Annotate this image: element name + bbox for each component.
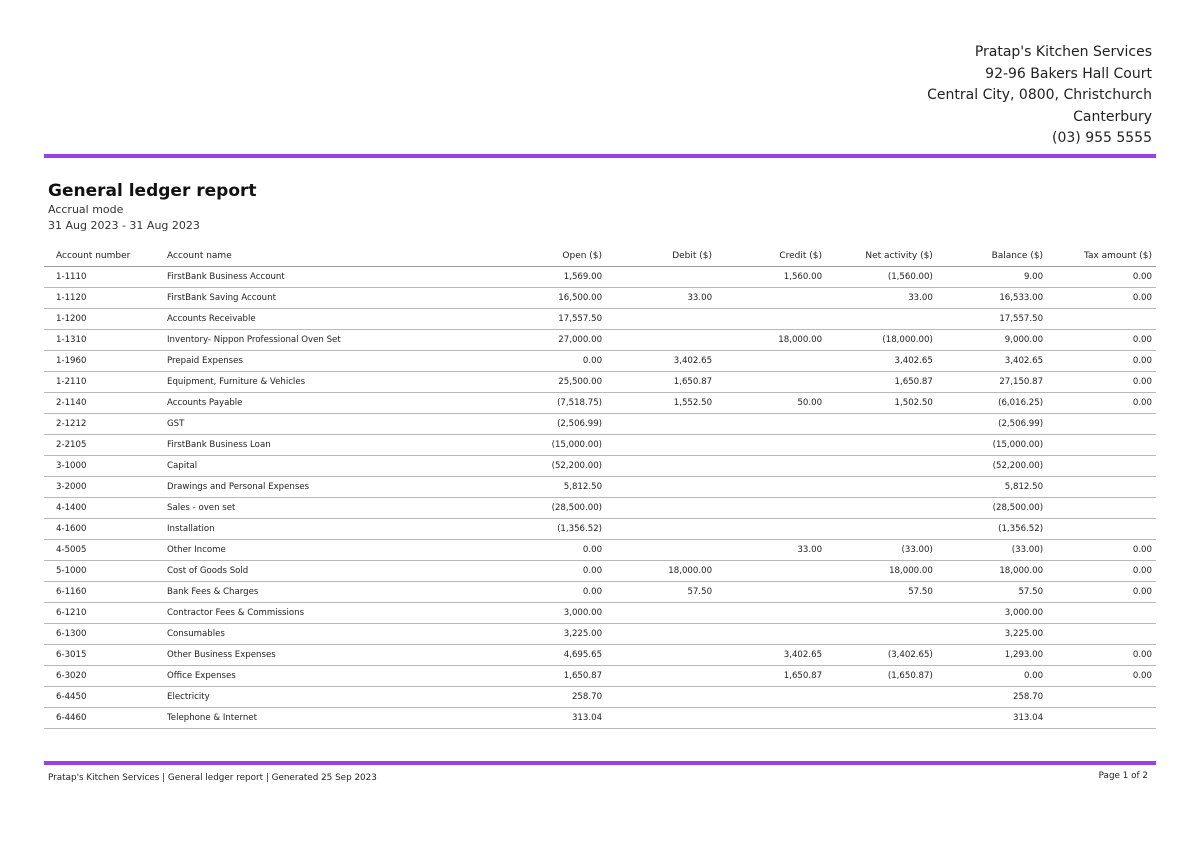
cell-tax-amount: 0.00: [1047, 330, 1156, 351]
cell-tax-amount: [1047, 456, 1156, 477]
cell-balance: (1,356.52): [937, 519, 1047, 540]
cell-credit: [716, 708, 826, 729]
cell-open: 0.00: [496, 561, 606, 582]
cell-credit: [716, 456, 826, 477]
cell-credit: [716, 624, 826, 645]
cell-debit: [606, 477, 716, 498]
cell-balance: (15,000.00): [937, 435, 1047, 456]
table-row: [44, 666, 1156, 687]
cell-account-name: Inventory- Nippon Professional Oven Set: [163, 330, 496, 351]
cell-credit: [716, 603, 826, 624]
column-header-account-number: Account number: [44, 246, 163, 267]
cell-account-number: 2-2105: [44, 435, 163, 456]
cell-account-name: Equipment, Furniture & Vehicles: [163, 372, 496, 393]
table-row: [44, 393, 1156, 414]
cell-account-number: 3-2000: [44, 477, 163, 498]
cell-open: (52,200.00): [496, 456, 606, 477]
cell-credit: [716, 582, 826, 603]
table-row: [44, 435, 1156, 456]
cell-debit: 33.00: [606, 288, 716, 309]
table-row: [44, 351, 1156, 372]
cell-net-activity: [826, 435, 937, 456]
company-address-block: [927, 42, 1152, 150]
cell-tax-amount: [1047, 477, 1156, 498]
cell-credit: [716, 351, 826, 372]
cell-net-activity: [826, 477, 937, 498]
table-row: [44, 288, 1156, 309]
cell-tax-amount: 0.00: [1047, 540, 1156, 561]
cell-debit: 57.50: [606, 582, 716, 603]
cell-tax-amount: [1047, 519, 1156, 540]
cell-balance: 9,000.00: [937, 330, 1047, 351]
cell-account-number: 6-4450: [44, 687, 163, 708]
cell-balance: 3,225.00: [937, 624, 1047, 645]
cell-debit: [606, 309, 716, 330]
cell-tax-amount: 0.00: [1047, 267, 1156, 288]
cell-open: (2,506.99): [496, 414, 606, 435]
company-address-line-1: 92-96 Bakers Hall Court: [985, 65, 1152, 82]
cell-net-activity: (1,560.00): [826, 267, 937, 288]
table-row: [44, 456, 1156, 477]
table-row: [44, 582, 1156, 603]
cell-balance: 9.00: [937, 267, 1047, 288]
cell-debit: [606, 666, 716, 687]
cell-open: 313.04: [496, 708, 606, 729]
table-row: [44, 477, 1156, 498]
cell-account-name: Office Expenses: [163, 666, 496, 687]
cell-net-activity: [826, 687, 937, 708]
cell-open: (1,356.52): [496, 519, 606, 540]
cell-credit: [716, 561, 826, 582]
cell-credit: 1,560.00: [716, 267, 826, 288]
cell-open: 17,557.50: [496, 309, 606, 330]
cell-tax-amount: [1047, 687, 1156, 708]
company-address-line-2: Central City, 0800, Christchurch: [927, 87, 1152, 103]
cell-account-number: 6-1300: [44, 624, 163, 645]
table-row: [44, 498, 1156, 519]
cell-open: 3,225.00: [496, 624, 606, 645]
cell-balance: 0.00: [937, 666, 1047, 687]
table-row: [44, 561, 1156, 582]
cell-tax-amount: 0.00: [1047, 561, 1156, 582]
cell-tax-amount: [1047, 603, 1156, 624]
cell-account-number: 4-5005: [44, 540, 163, 561]
cell-credit: [716, 435, 826, 456]
cell-net-activity: 33.00: [826, 288, 937, 309]
cell-account-name: Installation: [163, 519, 496, 540]
cell-balance: (2,506.99): [937, 414, 1047, 435]
table-row: [44, 645, 1156, 666]
report-heading: [48, 180, 257, 234]
cell-open: 27,000.00: [496, 330, 606, 351]
cell-account-name: Telephone & Internet: [163, 708, 496, 729]
cell-tax-amount: 0.00: [1047, 372, 1156, 393]
table-row: [44, 330, 1156, 351]
cell-account-number: 3-1000: [44, 456, 163, 477]
cell-credit: 50.00: [716, 393, 826, 414]
column-header-net-activity: Net activity ($): [826, 246, 937, 267]
report-title: General ledger report: [48, 181, 257, 201]
company-region: Canterbury: [1073, 108, 1152, 125]
cell-debit: [606, 645, 716, 666]
cell-credit: [716, 687, 826, 708]
cell-debit: [606, 414, 716, 435]
cell-tax-amount: [1047, 624, 1156, 645]
cell-debit: [606, 708, 716, 729]
cell-account-name: Sales - oven set: [163, 498, 496, 519]
cell-open: (28,500.00): [496, 498, 606, 519]
cell-debit: [606, 624, 716, 645]
cell-balance: 27,150.87: [937, 372, 1047, 393]
cell-tax-amount: 0.00: [1047, 645, 1156, 666]
cell-tax-amount: [1047, 708, 1156, 729]
table-row: [44, 519, 1156, 540]
cell-credit: [716, 309, 826, 330]
column-header-tax-amount: Tax amount ($): [1047, 246, 1156, 267]
cell-open: 0.00: [496, 582, 606, 603]
cell-account-name: Consumables: [163, 624, 496, 645]
cell-open: 3,000.00: [496, 603, 606, 624]
cell-account-number: 1-1310: [44, 330, 163, 351]
cell-open: 1,569.00: [496, 267, 606, 288]
cell-tax-amount: [1047, 309, 1156, 330]
table-row: [44, 603, 1156, 624]
cell-account-name: FirstBank Business Loan: [163, 435, 496, 456]
cell-balance: 16,533.00: [937, 288, 1047, 309]
table-row: [44, 372, 1156, 393]
column-header-debit: Debit ($): [606, 246, 716, 267]
cell-credit: [716, 414, 826, 435]
cell-debit: [606, 687, 716, 708]
cell-balance: (28,500.00): [937, 498, 1047, 519]
cell-open: (7,518.75): [496, 393, 606, 414]
cell-account-name: Contractor Fees & Commissions: [163, 603, 496, 624]
cell-tax-amount: 0.00: [1047, 393, 1156, 414]
cell-account-number: 1-1110: [44, 267, 163, 288]
cell-debit: [606, 519, 716, 540]
company-name: Pratap's Kitchen Services: [974, 44, 1152, 60]
cell-debit: [606, 435, 716, 456]
cell-credit: [716, 498, 826, 519]
cell-account-number: 6-1160: [44, 582, 163, 603]
report-mode: Accrual mode: [48, 203, 124, 216]
cell-open: 0.00: [496, 351, 606, 372]
table-row: [44, 414, 1156, 435]
cell-open: 1,650.87: [496, 666, 606, 687]
cell-balance: 18,000.00: [937, 561, 1047, 582]
cell-open: 0.00: [496, 540, 606, 561]
cell-account-name: Cost of Goods Sold: [163, 561, 496, 582]
cell-account-name: Other Business Expenses: [163, 645, 496, 666]
cell-account-number: 1-1120: [44, 288, 163, 309]
cell-open: 258.70: [496, 687, 606, 708]
cell-tax-amount: [1047, 435, 1156, 456]
cell-debit: [606, 603, 716, 624]
column-header-credit: Credit ($): [716, 246, 826, 267]
cell-debit: [606, 330, 716, 351]
cell-net-activity: [826, 708, 937, 729]
cell-credit: [716, 519, 826, 540]
table-row: [44, 624, 1156, 645]
cell-debit: 1,552.50: [606, 393, 716, 414]
cell-tax-amount: [1047, 414, 1156, 435]
cell-net-activity: [826, 456, 937, 477]
cell-open: 25,500.00: [496, 372, 606, 393]
report-period: 31 Aug 2023 - 31 Aug 2023: [48, 219, 200, 232]
cell-account-number: 1-1960: [44, 351, 163, 372]
cell-credit: [716, 372, 826, 393]
cell-balance: (33.00): [937, 540, 1047, 561]
cell-net-activity: [826, 498, 937, 519]
footer-divider: [44, 761, 1156, 765]
cell-debit: 1,650.87: [606, 372, 716, 393]
cell-balance: 1,293.00: [937, 645, 1047, 666]
cell-account-name: Capital: [163, 456, 496, 477]
cell-net-activity: [826, 519, 937, 540]
cell-balance: 3,000.00: [937, 603, 1047, 624]
cell-account-number: 1-2110: [44, 372, 163, 393]
cell-account-number: 4-1600: [44, 519, 163, 540]
cell-account-name: Accounts Receivable: [163, 309, 496, 330]
cell-net-activity: 18,000.00: [826, 561, 937, 582]
cell-net-activity: 57.50: [826, 582, 937, 603]
cell-debit: [606, 456, 716, 477]
table-row: [44, 309, 1156, 330]
cell-open: 4,695.65: [496, 645, 606, 666]
cell-balance: (6,016.25): [937, 393, 1047, 414]
cell-account-number: 2-1212: [44, 414, 163, 435]
cell-account-number: 6-3020: [44, 666, 163, 687]
company-phone: (03) 955 5555: [1052, 130, 1152, 146]
cell-debit: [606, 540, 716, 561]
cell-net-activity: [826, 624, 937, 645]
cell-balance: 258.70: [937, 687, 1047, 708]
cell-net-activity: (3,402.65): [826, 645, 937, 666]
footer-text: Pratap's Kitchen Services | General ledger report | Generated 25 Sep 2023: [48, 773, 377, 783]
cell-tax-amount: 0.00: [1047, 288, 1156, 309]
table-row: [44, 708, 1156, 729]
header-divider: [44, 154, 1156, 158]
ledger-body: [44, 267, 1156, 729]
cell-net-activity: [826, 603, 937, 624]
ledger-header-row: [44, 246, 1156, 267]
cell-debit: 18,000.00: [606, 561, 716, 582]
cell-net-activity: (33.00): [826, 540, 937, 561]
cell-tax-amount: 0.00: [1047, 666, 1156, 687]
cell-account-name: FirstBank Saving Account: [163, 288, 496, 309]
cell-credit: 33.00: [716, 540, 826, 561]
cell-account-name: Prepaid Expenses: [163, 351, 496, 372]
cell-debit: [606, 498, 716, 519]
cell-account-number: 4-1400: [44, 498, 163, 519]
cell-credit: 1,650.87: [716, 666, 826, 687]
cell-account-name: Electricity: [163, 687, 496, 708]
cell-account-name: GST: [163, 414, 496, 435]
cell-balance: (52,200.00): [937, 456, 1047, 477]
column-header-account-name: Account name: [163, 246, 496, 267]
cell-net-activity: [826, 309, 937, 330]
cell-credit: 18,000.00: [716, 330, 826, 351]
cell-account-number: 6-1210: [44, 603, 163, 624]
cell-open: (15,000.00): [496, 435, 606, 456]
cell-debit: 3,402.65: [606, 351, 716, 372]
cell-account-name: FirstBank Business Account: [163, 267, 496, 288]
cell-balance: 17,557.50: [937, 309, 1047, 330]
cell-net-activity: (18,000.00): [826, 330, 937, 351]
cell-account-name: Accounts Payable: [163, 393, 496, 414]
cell-tax-amount: 0.00: [1047, 351, 1156, 372]
cell-credit: [716, 288, 826, 309]
table-row: [44, 687, 1156, 708]
column-header-balance: Balance ($): [937, 246, 1047, 267]
cell-net-activity: 3,402.65: [826, 351, 937, 372]
cell-balance: 3,402.65: [937, 351, 1047, 372]
cell-net-activity: [826, 414, 937, 435]
cell-account-name: Drawings and Personal Expenses: [163, 477, 496, 498]
cell-net-activity: 1,650.87: [826, 372, 937, 393]
cell-balance: 5,812.50: [937, 477, 1047, 498]
table-row: [44, 267, 1156, 288]
cell-net-activity: (1,650.87): [826, 666, 937, 687]
page-number: Page 1 of 2: [1098, 771, 1148, 781]
cell-net-activity: 1,502.50: [826, 393, 937, 414]
cell-balance: 313.04: [937, 708, 1047, 729]
cell-tax-amount: 0.00: [1047, 582, 1156, 603]
cell-open: 16,500.00: [496, 288, 606, 309]
cell-credit: 3,402.65: [716, 645, 826, 666]
cell-debit: [606, 267, 716, 288]
cell-balance: 57.50: [937, 582, 1047, 603]
table-row: [44, 540, 1156, 561]
column-header-open: Open ($): [496, 246, 606, 267]
cell-tax-amount: [1047, 498, 1156, 519]
cell-account-number: 1-1200: [44, 309, 163, 330]
cell-account-name: Other Income: [163, 540, 496, 561]
cell-account-number: 5-1000: [44, 561, 163, 582]
cell-credit: [716, 477, 826, 498]
cell-account-number: 6-4460: [44, 708, 163, 729]
cell-account-name: Bank Fees & Charges: [163, 582, 496, 603]
cell-account-number: 6-3015: [44, 645, 163, 666]
cell-account-number: 2-1140: [44, 393, 163, 414]
ledger-table: [44, 246, 1156, 729]
cell-open: 5,812.50: [496, 477, 606, 498]
